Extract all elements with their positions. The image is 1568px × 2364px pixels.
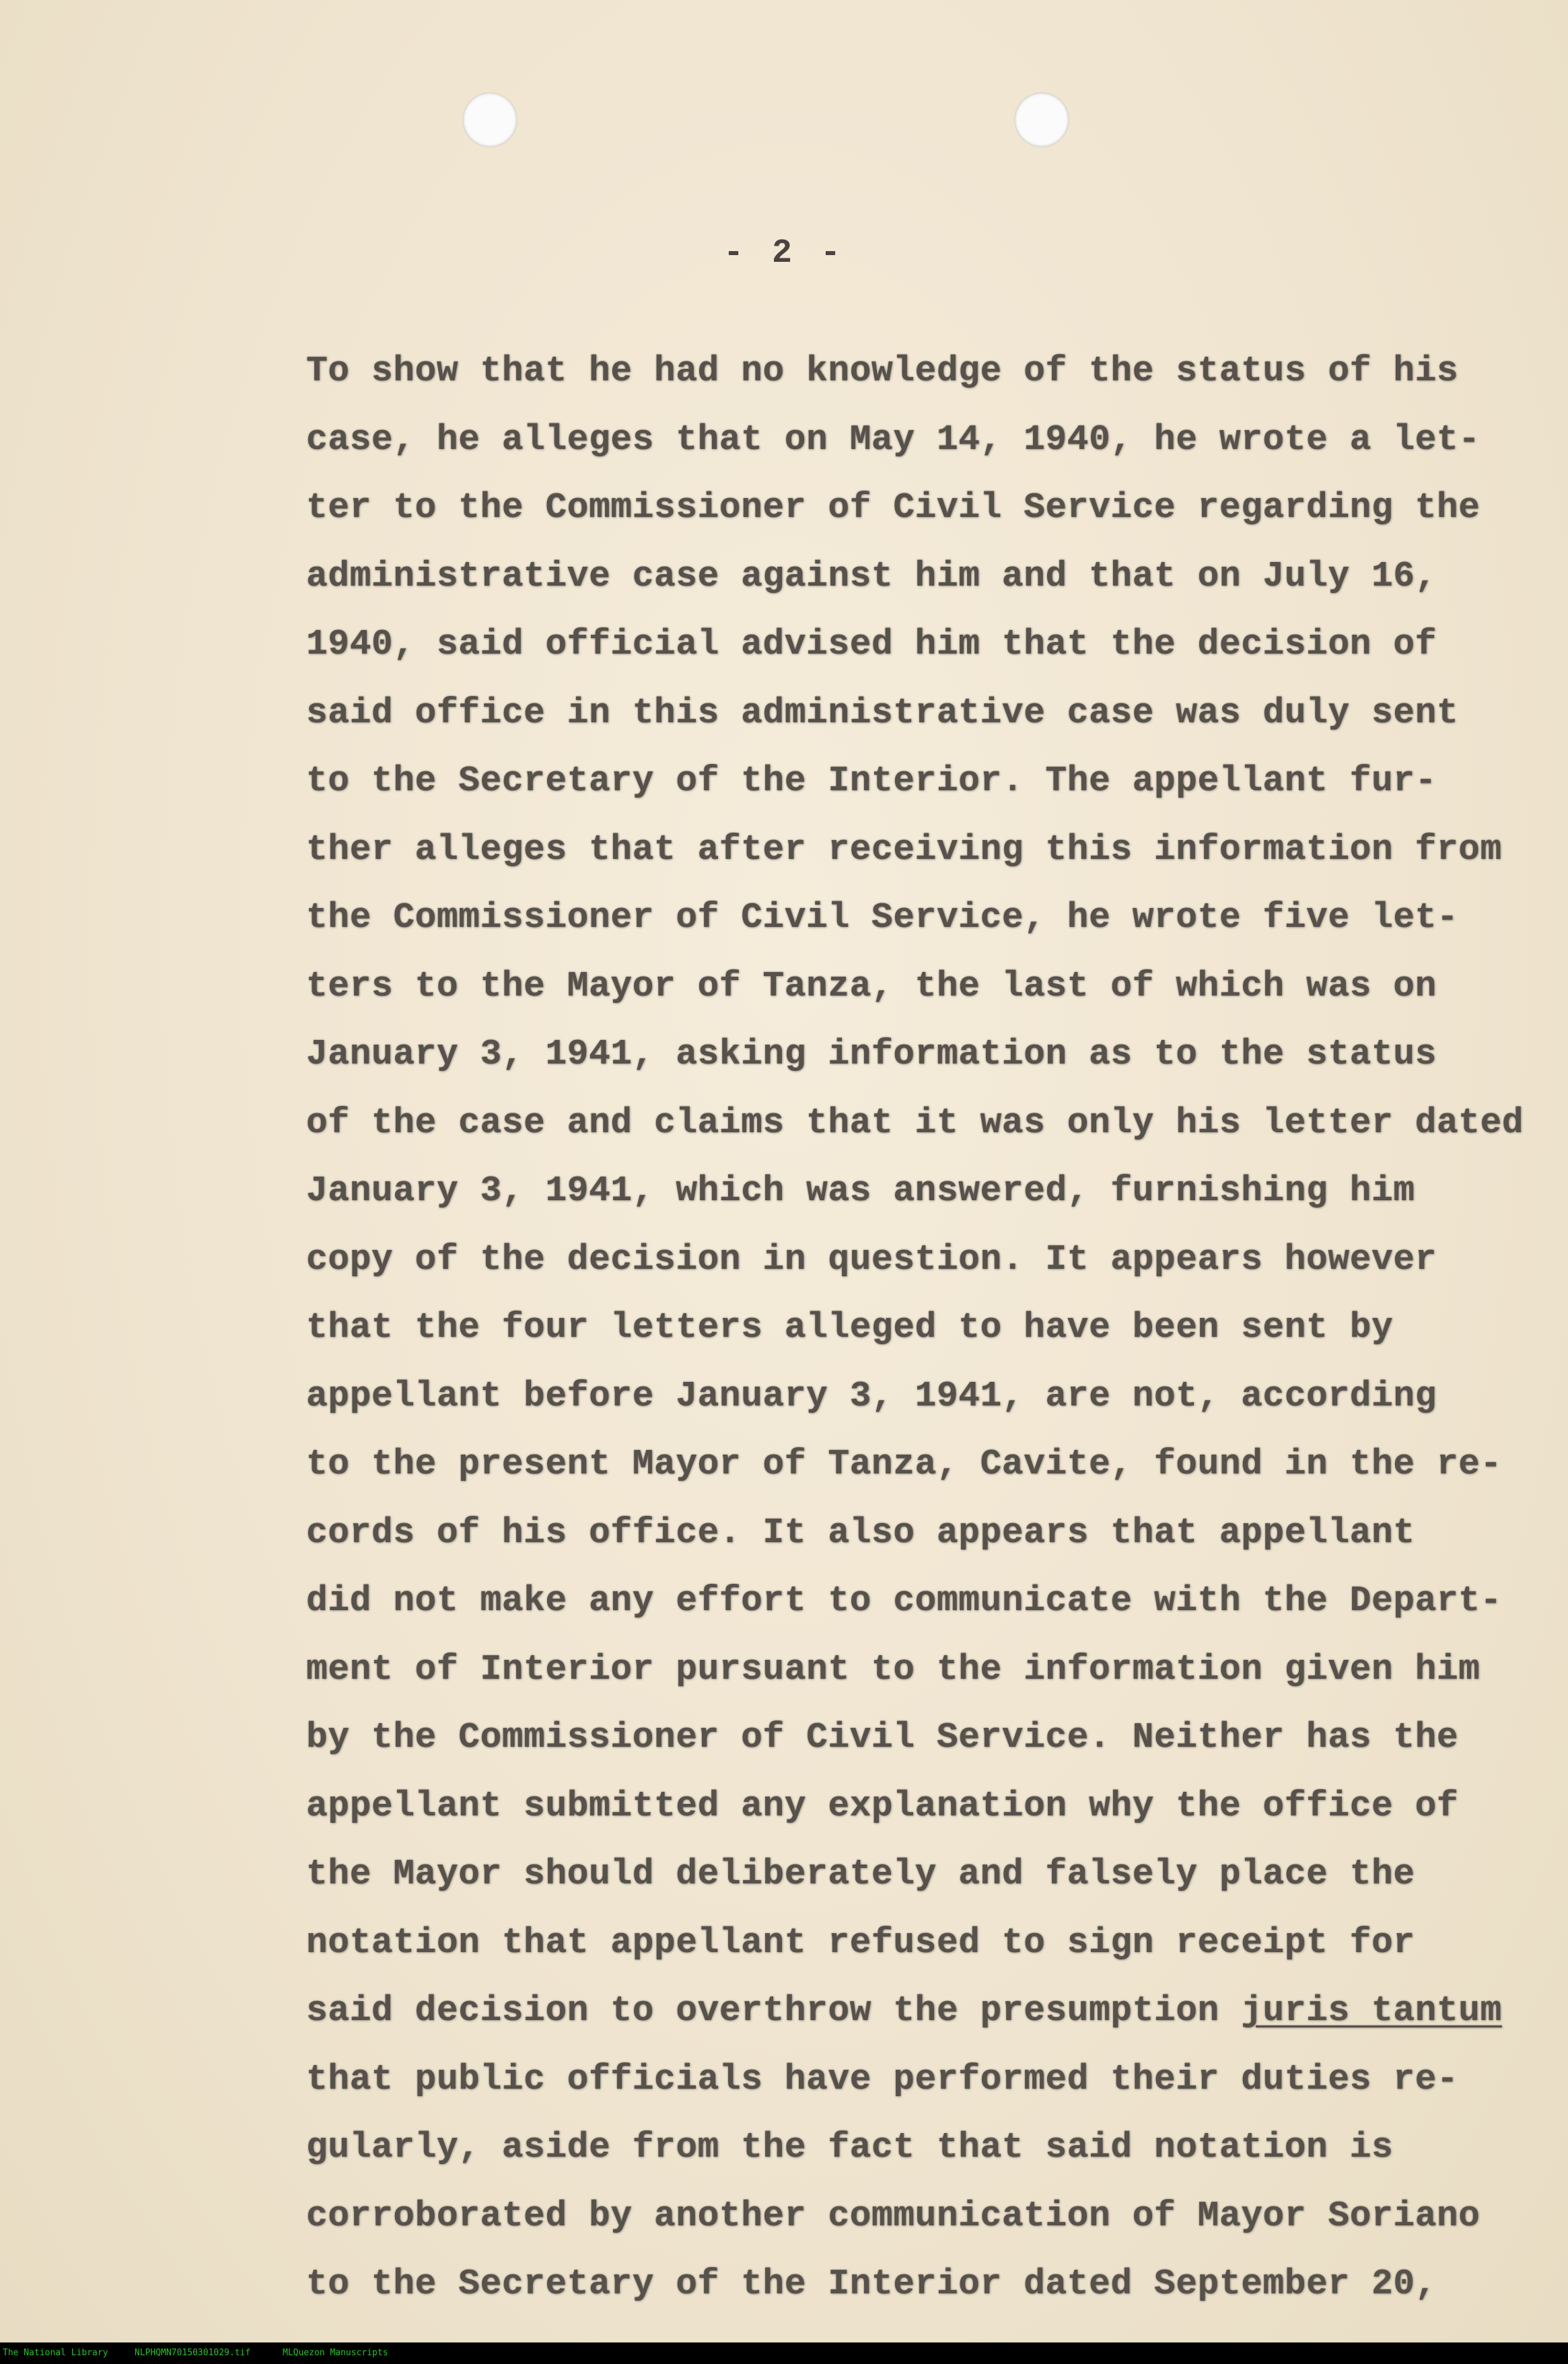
text-line: ters to the Mayor of Tanza, the last of which was on	[306, 965, 1437, 1006]
text-line: appellant before January 3, 1941, are not, according	[306, 1375, 1437, 1416]
text-line: January 3, 1941, which was answered, furnishing him	[306, 1171, 1415, 1211]
text-line: the Commissioner of Civil Service, he wrote five let-	[306, 897, 1459, 938]
text-line: to the present Mayor of Tanza, Cavite, found in the re-	[306, 1444, 1502, 1484]
text-line: ter to the Commissioner of Civil Service regarding the	[306, 487, 1481, 528]
punch-hole-right	[1015, 93, 1069, 147]
text-line: corroborated by another communication of Mayor Soriano	[306, 2195, 1481, 2236]
text-line: ther alleges that after receiving this information from	[306, 829, 1502, 870]
punch-hole-left	[463, 93, 517, 147]
scan-footer-bar	[0, 2342, 1568, 2364]
text-line-with-underline	[306, 1987, 1502, 2056]
text-line: to the Secretary of the Interior. The appellant fur-	[306, 761, 1437, 801]
text-line: gularly, aside from the fact that said notation is	[306, 2127, 1394, 2167]
text-line: case, he alleges that on May 14, 1940, he wrote a let-	[306, 419, 1481, 460]
footer-file-name: NLPHQMN70150301029.tif	[135, 2348, 251, 2358]
text-line: notation that appellant refused to sign receipt for	[306, 1922, 1415, 1963]
text-line: cords of his office. It also appears that appellant	[306, 1512, 1415, 1553]
text-line: of the case and claims that it was only his letter dated	[306, 1102, 1524, 1143]
text-line: administrative case against him and that on July 16,	[306, 555, 1437, 596]
text-line: copy of the decision in question. It appears however	[306, 1239, 1437, 1280]
text-line: ment of Interior pursuant to the information given him	[306, 1648, 1481, 1690]
text-line: January 3, 1941, asking information as to the status	[306, 1034, 1437, 1074]
footer-collection: MLQuezon Manuscripts	[283, 2348, 388, 2358]
text-line: to the Secretary of the Interior dated September 20,	[306, 2264, 1437, 2304]
text-line: by the Commissioner of Civil Service. Neither has the	[306, 1717, 1459, 1758]
text-line: said office in this administrative case was duly sent	[306, 692, 1459, 733]
text-line: that the four letters alleged to have been sent by	[306, 1307, 1394, 1348]
footer-library: The National Library	[3, 2348, 108, 2358]
text-segment: said decision to overthrow the presumption	[306, 1990, 1242, 2031]
text-line: appellant submitted any explanation why the office of	[306, 1785, 1459, 1826]
text-line: To show that he had no knowledge of the status of his	[306, 351, 1459, 391]
page-number: - 2 -	[723, 234, 845, 273]
text-line: that public officials have performed their duties re-	[306, 2058, 1459, 2099]
typed-body-text	[306, 347, 1524, 2329]
underlined-latin-phrase: juris tantum	[1241, 1990, 1502, 2031]
text-line: did not make any effort to communicate with the Depart-	[306, 1580, 1502, 1621]
text-line: the Mayor should deliberately and falsely place the	[306, 1854, 1415, 1894]
text-line: 1940, said official advised him that the decision of	[306, 624, 1437, 664]
